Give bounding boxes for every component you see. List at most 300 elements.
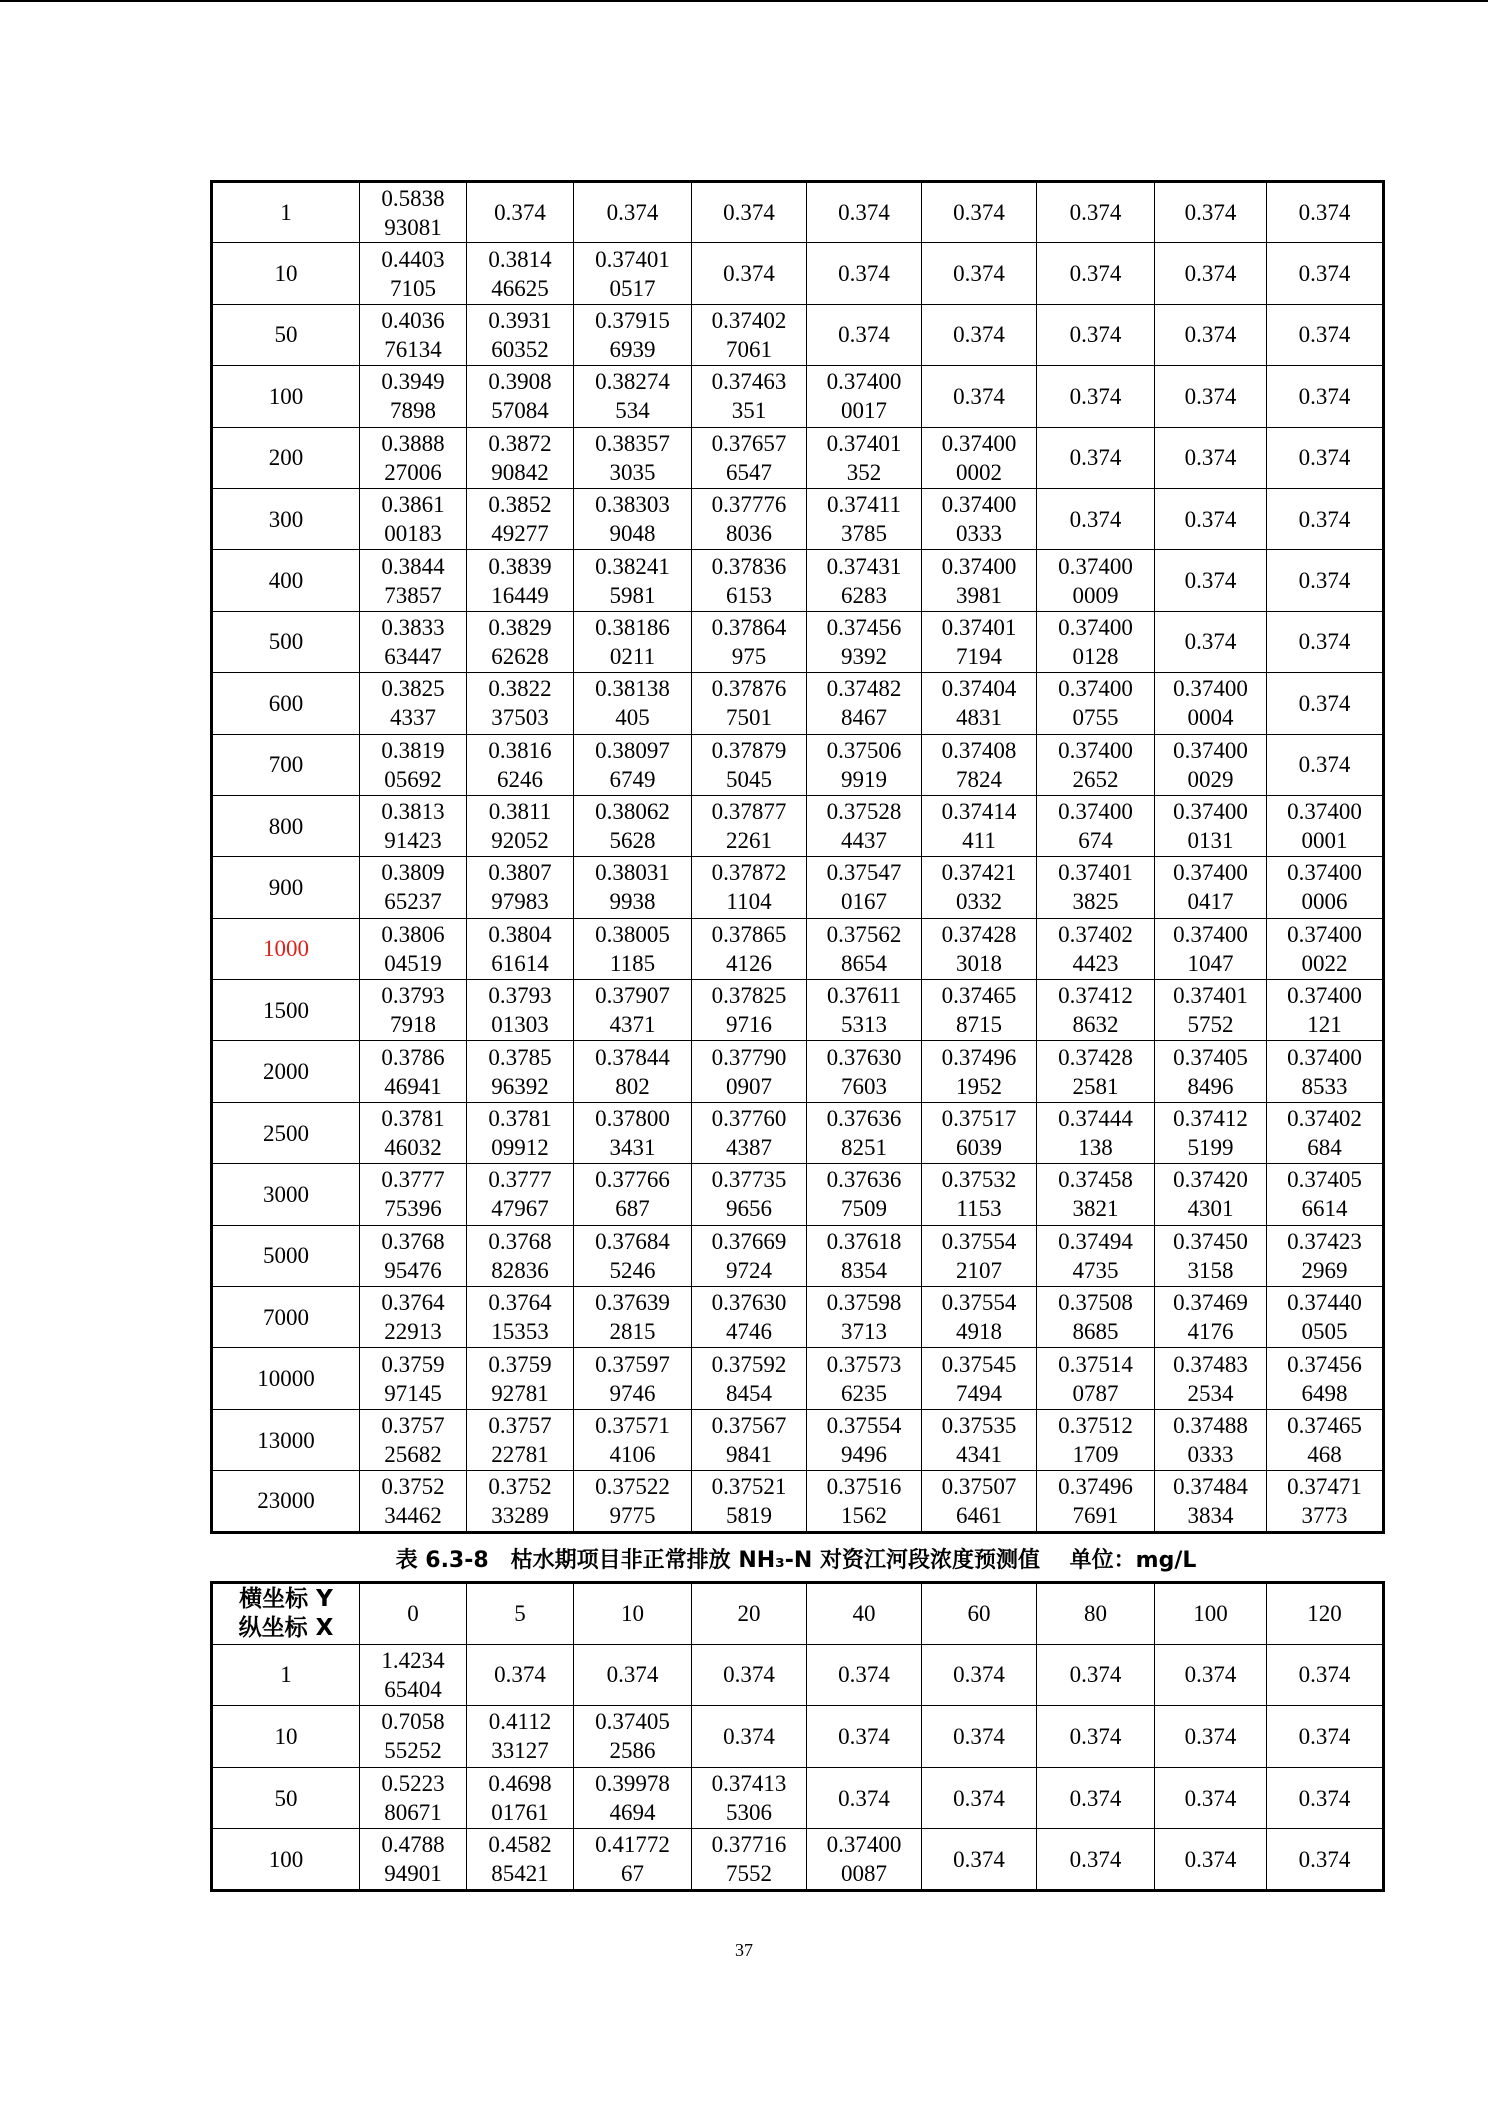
value-cell: 0.37735 9656: [692, 1164, 807, 1225]
value-cell: 0.374: [1037, 1706, 1155, 1768]
value-cell: 0.374: [467, 182, 574, 243]
value-cell: 0.37401 0517: [574, 243, 692, 304]
value-cell: 0.37522 9775: [574, 1471, 692, 1532]
value-cell: 0.374: [1267, 611, 1384, 672]
table-row: [212, 550, 1384, 611]
table-row: [212, 304, 1384, 365]
table-caption: 表 6.3-8 枯水期项目非正常排放 NH₃-N 对资江河段浓度预测值 单位：mg/L: [395, 1548, 1197, 1573]
value-cell: 0.37535 4341: [922, 1409, 1037, 1470]
value-cell: 0.374: [922, 366, 1037, 427]
value-cell: 0.37639 2815: [574, 1287, 692, 1348]
value-cell: 0.3829 62628: [467, 611, 574, 672]
value-cell: 0.37431 6283: [807, 550, 922, 611]
value-cell: 0.37825 9716: [692, 980, 807, 1041]
row-label-x: 50: [212, 1767, 360, 1829]
value-cell: 0.37400 0009: [1037, 550, 1155, 611]
value-cell: 0.3819 05692: [360, 734, 467, 795]
row-label-x: 800: [212, 795, 360, 856]
value-cell: 0.3861 00183: [360, 488, 467, 549]
value-cell: 0.38031 9938: [574, 857, 692, 918]
value-cell: 0.37496 1952: [922, 1041, 1037, 1102]
page-top-border: [0, 0, 1488, 2]
table-row: [212, 673, 1384, 734]
column-header: 0: [360, 1583, 467, 1645]
value-cell: 0.37400 0087: [807, 1829, 922, 1891]
column-header: 60: [922, 1583, 1037, 1645]
value-cell: 0.37420 4301: [1155, 1164, 1267, 1225]
value-cell: 0.374: [1267, 488, 1384, 549]
value-cell: 0.374: [1037, 243, 1155, 304]
value-cell: 0.41772 67: [574, 1829, 692, 1891]
table-row: [212, 1164, 1384, 1225]
value-cell: 0.3768 95476: [360, 1225, 467, 1286]
value-cell: 0.37865 4126: [692, 918, 807, 979]
value-cell: 0.37915 6939: [574, 304, 692, 365]
table-row: [212, 1287, 1384, 1348]
value-cell: 0.3768 82836: [467, 1225, 574, 1286]
value-cell: 0.37414 411: [922, 795, 1037, 856]
value-cell: 0.374: [1155, 304, 1267, 365]
value-cell: 0.37401 352: [807, 427, 922, 488]
value-cell: 0.37402 684: [1267, 1102, 1384, 1163]
value-cell: 0.37514 0787: [1037, 1348, 1155, 1409]
value-cell: 0.37636 7509: [807, 1164, 922, 1225]
value-cell: 0.37488 0333: [1155, 1409, 1267, 1470]
value-cell: 0.3786 46941: [360, 1041, 467, 1102]
value-cell: 0.37597 9746: [574, 1348, 692, 1409]
value-cell: 0.374: [807, 243, 922, 304]
table-row: [212, 1829, 1384, 1891]
value-cell: 0.374: [1155, 1829, 1267, 1891]
value-cell: 0.374: [807, 182, 922, 243]
value-cell: 0.5223 80671: [360, 1767, 467, 1829]
value-cell: 0.374: [1155, 182, 1267, 243]
value-cell: 0.7058 55252: [360, 1706, 467, 1768]
value-cell: 0.37405 6614: [1267, 1164, 1384, 1225]
value-cell: 0.374: [1267, 366, 1384, 427]
value-cell: 0.374: [922, 182, 1037, 243]
table-row: [212, 1225, 1384, 1286]
value-cell: 0.37405 8496: [1155, 1041, 1267, 1102]
value-cell: 0.374: [807, 1706, 922, 1768]
value-cell: 0.3757 25682: [360, 1409, 467, 1470]
row-label-x: 200: [212, 427, 360, 488]
row-label-x: 1000: [212, 918, 360, 979]
value-cell: 0.374: [1155, 1767, 1267, 1829]
value-cell: 0.37554 9496: [807, 1409, 922, 1470]
value-cell: 0.37400 0417: [1155, 857, 1267, 918]
value-cell: 0.374: [922, 1644, 1037, 1706]
value-cell: 0.374: [467, 1644, 574, 1706]
column-header: 120: [1267, 1583, 1384, 1645]
table-row: [212, 1644, 1384, 1706]
value-cell: 0.37484 3834: [1155, 1471, 1267, 1532]
value-cell: 0.37411 3785: [807, 488, 922, 549]
row-label-x: 100: [212, 1829, 360, 1891]
value-cell: 0.37405 2586: [574, 1706, 692, 1768]
value-cell: 0.37571 4106: [574, 1409, 692, 1470]
value-cell: 0.38005 1185: [574, 918, 692, 979]
value-cell: 0.3814 46625: [467, 243, 574, 304]
row-label-x: 300: [212, 488, 360, 549]
value-cell: 0.4112 33127: [467, 1706, 574, 1768]
table-row: [212, 857, 1384, 918]
value-cell: 0.37776 8036: [692, 488, 807, 549]
value-cell: 0.38138 405: [574, 673, 692, 734]
value-cell: 0.37412 5199: [1155, 1102, 1267, 1163]
value-cell: 0.374: [692, 1644, 807, 1706]
value-cell: 0.374: [574, 182, 692, 243]
value-cell: 0.37428 3018: [922, 918, 1037, 979]
table-row: [212, 488, 1384, 549]
value-cell: 0.4582 85421: [467, 1829, 574, 1891]
row-label-x: 3000: [212, 1164, 360, 1225]
value-cell: 0.37400 0001: [1267, 795, 1384, 856]
value-cell: 0.3811 92052: [467, 795, 574, 856]
column-header: 10: [574, 1583, 692, 1645]
value-cell: 0.37456 9392: [807, 611, 922, 672]
value-cell: 0.374: [807, 304, 922, 365]
value-cell: 0.374: [1267, 673, 1384, 734]
value-cell: 0.37483 2534: [1155, 1348, 1267, 1409]
value-cell: 0.37450 3158: [1155, 1225, 1267, 1286]
value-cell: 0.37444 138: [1037, 1102, 1155, 1163]
row-label-x: 10: [212, 1706, 360, 1768]
value-cell: 0.374: [922, 1829, 1037, 1891]
value-cell: 0.37458 3821: [1037, 1164, 1155, 1225]
value-cell: 0.374: [1037, 1767, 1155, 1829]
value-cell: 0.37554 2107: [922, 1225, 1037, 1286]
value-cell: 0.374: [922, 1767, 1037, 1829]
value-cell: 0.374: [692, 1706, 807, 1768]
value-cell: 0.374: [1267, 1644, 1384, 1706]
value-cell: 0.37562 8654: [807, 918, 922, 979]
row-label-x: 10000: [212, 1348, 360, 1409]
row-label-x: 700: [212, 734, 360, 795]
value-cell: 0.37400 1047: [1155, 918, 1267, 979]
value-cell: 0.37512 1709: [1037, 1409, 1155, 1470]
value-cell: 0.37630 4746: [692, 1287, 807, 1348]
value-cell: 0.37412 8632: [1037, 980, 1155, 1041]
value-cell: 0.374: [692, 243, 807, 304]
column-header: 5: [467, 1583, 574, 1645]
value-cell: 0.37401 3825: [1037, 857, 1155, 918]
value-cell: 0.37684 5246: [574, 1225, 692, 1286]
table-row: [212, 427, 1384, 488]
value-cell: 0.38274 534: [574, 366, 692, 427]
row-label-x: 13000: [212, 1409, 360, 1470]
value-cell: 0.374: [1267, 550, 1384, 611]
row-label-x: 7000: [212, 1287, 360, 1348]
table-row: [212, 918, 1384, 979]
value-cell: 0.3809 65237: [360, 857, 467, 918]
value-cell: 0.3757 22781: [467, 1409, 574, 1470]
value-cell: 0.3807 97983: [467, 857, 574, 918]
value-cell: 0.3804 61614: [467, 918, 574, 979]
value-cell: 0.37877 2261: [692, 795, 807, 856]
value-cell: 0.3764 15353: [467, 1287, 574, 1348]
value-cell: 0.374: [1155, 611, 1267, 672]
value-cell: 0.37465 468: [1267, 1409, 1384, 1470]
table-row: [212, 366, 1384, 427]
value-cell: 0.3793 7918: [360, 980, 467, 1041]
value-cell: 0.37630 7603: [807, 1041, 922, 1102]
value-cell: 0.37408 7824: [922, 734, 1037, 795]
table-row: [212, 980, 1384, 1041]
column-header: 100: [1155, 1583, 1267, 1645]
value-cell: 0.3759 92781: [467, 1348, 574, 1409]
value-cell: 0.3813 91423: [360, 795, 467, 856]
value-cell: 1.4234 65404: [360, 1644, 467, 1706]
value-cell: 0.3825 4337: [360, 673, 467, 734]
value-cell: 0.37400 0131: [1155, 795, 1267, 856]
value-cell: 0.4403 7105: [360, 243, 467, 304]
value-cell: 0.3764 22913: [360, 1287, 467, 1348]
value-cell: 0.374: [1155, 1644, 1267, 1706]
value-cell: 0.37790 0907: [692, 1041, 807, 1102]
value-cell: 0.374: [692, 182, 807, 243]
value-cell: 0.3777 75396: [360, 1164, 467, 1225]
value-cell: 0.37401 7194: [922, 611, 1037, 672]
table-row: [212, 1767, 1384, 1829]
value-cell: 0.374: [1267, 427, 1384, 488]
row-label-x: 23000: [212, 1471, 360, 1532]
value-cell: 0.37907 4371: [574, 980, 692, 1041]
table-row: [212, 1409, 1384, 1470]
value-cell: 0.3777 47967: [467, 1164, 574, 1225]
value-cell: 0.37592 8454: [692, 1348, 807, 1409]
axis-label-x: 纵坐标 X: [238, 1614, 334, 1641]
value-cell: 0.37547 0167: [807, 857, 922, 918]
value-cell: 0.37545 7494: [922, 1348, 1037, 1409]
value-cell: 0.37400 674: [1037, 795, 1155, 856]
value-cell: 0.3833 63447: [360, 611, 467, 672]
value-cell: 0.3872 90842: [467, 427, 574, 488]
value-cell: 0.374: [1267, 182, 1384, 243]
value-cell: 0.37521 5819: [692, 1471, 807, 1532]
table-row: [212, 1706, 1384, 1768]
value-cell: 0.38241 5981: [574, 550, 692, 611]
value-cell: 0.37836 6153: [692, 550, 807, 611]
value-cell: 0.5838 93081: [360, 182, 467, 243]
value-cell: 0.37506 9919: [807, 734, 922, 795]
value-cell: 0.37401 5752: [1155, 980, 1267, 1041]
value-cell: 0.374: [1037, 182, 1155, 243]
table-row: [212, 1041, 1384, 1102]
column-header: 40: [807, 1583, 922, 1645]
value-cell: 0.37482 8467: [807, 673, 922, 734]
value-cell: 0.3781 09912: [467, 1102, 574, 1163]
table-row: [212, 1471, 1384, 1532]
value-cell: 0.374: [1267, 1829, 1384, 1891]
value-cell: 0.37766 687: [574, 1164, 692, 1225]
value-cell: 0.38062 5628: [574, 795, 692, 856]
value-cell: 0.37864 975: [692, 611, 807, 672]
value-cell: 0.374: [1267, 243, 1384, 304]
axis-label-y: 横坐标 Y: [239, 1585, 333, 1612]
value-cell: 0.37400 0002: [922, 427, 1037, 488]
concentration-table-6-3-8: [210, 1581, 1385, 1892]
table-row: [212, 795, 1384, 856]
value-cell: 0.374: [807, 1767, 922, 1829]
value-cell: 0.37400 0755: [1037, 673, 1155, 734]
concentration-table-continued: [210, 180, 1385, 1534]
row-label-x: 900: [212, 857, 360, 918]
value-cell: 0.37471 3773: [1267, 1471, 1384, 1532]
row-label-x: 10: [212, 243, 360, 304]
value-cell: 0.37421 0332: [922, 857, 1037, 918]
value-cell: 0.37494 4735: [1037, 1225, 1155, 1286]
value-cell: 0.37516 1562: [807, 1471, 922, 1532]
value-cell: 0.39978 4694: [574, 1767, 692, 1829]
value-cell: 0.374: [1037, 1829, 1155, 1891]
value-cell: 0.37400 0017: [807, 366, 922, 427]
value-cell: 0.37598 3713: [807, 1287, 922, 1348]
value-cell: 0.374: [1155, 1706, 1267, 1768]
value-cell: 0.37400 2652: [1037, 734, 1155, 795]
value-cell: 0.37469 4176: [1155, 1287, 1267, 1348]
value-cell: 0.374: [1037, 488, 1155, 549]
value-cell: 0.37636 8251: [807, 1102, 922, 1163]
value-cell: 0.3806 04519: [360, 918, 467, 979]
column-header: 80: [1037, 1583, 1155, 1645]
row-label-x: 1500: [212, 980, 360, 1041]
value-cell: 0.3839 16449: [467, 550, 574, 611]
value-cell: 0.37872 1104: [692, 857, 807, 918]
page-number: 37: [735, 1940, 753, 1960]
value-cell: 0.4788 94901: [360, 1829, 467, 1891]
value-cell: 0.374: [922, 1706, 1037, 1768]
value-cell: 0.37844 802: [574, 1041, 692, 1102]
value-cell: 0.37402 4423: [1037, 918, 1155, 979]
value-cell: 0.37879 5045: [692, 734, 807, 795]
value-cell: 0.38186 0211: [574, 611, 692, 672]
value-cell: 0.37573 6235: [807, 1348, 922, 1409]
value-cell: 0.3888 27006: [360, 427, 467, 488]
value-cell: 0.374: [922, 243, 1037, 304]
value-cell: 0.3785 96392: [467, 1041, 574, 1102]
value-cell: 0.3822 37503: [467, 673, 574, 734]
value-cell: 0.37413 5306: [692, 1767, 807, 1829]
value-cell: 0.37463 351: [692, 366, 807, 427]
value-cell: 0.4698 01761: [467, 1767, 574, 1829]
value-cell: 0.37400 121: [1267, 980, 1384, 1041]
value-cell: 0.3852 49277: [467, 488, 574, 549]
value-cell: 0.37400 0333: [922, 488, 1037, 549]
table-body: [212, 182, 1384, 1533]
value-cell: 0.374: [1037, 427, 1155, 488]
value-cell: 0.37496 7691: [1037, 1471, 1155, 1532]
value-cell: 0.3816 6246: [467, 734, 574, 795]
value-cell: 0.37517 6039: [922, 1102, 1037, 1163]
column-header: 20: [692, 1583, 807, 1645]
value-cell: 0.374: [1267, 1706, 1384, 1768]
row-label-x: 2500: [212, 1102, 360, 1163]
value-cell: 0.38303 9048: [574, 488, 692, 549]
value-cell: 0.37400 0006: [1267, 857, 1384, 918]
row-label-x: 600: [212, 673, 360, 734]
value-cell: 0.37528 4437: [807, 795, 922, 856]
value-cell: 0.374: [1155, 550, 1267, 611]
table-row: [212, 1102, 1384, 1163]
row-label-x: 100: [212, 366, 360, 427]
value-cell: 0.374: [574, 1644, 692, 1706]
row-label-x: 400: [212, 550, 360, 611]
value-cell: 0.37400 0004: [1155, 673, 1267, 734]
value-cell: 0.37532 1153: [922, 1164, 1037, 1225]
table-row: [212, 243, 1384, 304]
value-cell: 0.37400 3981: [922, 550, 1037, 611]
value-cell: 0.37716 7552: [692, 1829, 807, 1891]
value-cell: 0.374: [1037, 366, 1155, 427]
value-cell: 0.37567 9841: [692, 1409, 807, 1470]
value-cell: 0.3793 01303: [467, 980, 574, 1041]
table-row: [212, 1348, 1384, 1409]
value-cell: 0.38097 6749: [574, 734, 692, 795]
value-cell: 0.3752 33289: [467, 1471, 574, 1532]
value-cell: 0.3752 34462: [360, 1471, 467, 1532]
value-cell: 0.3931 60352: [467, 304, 574, 365]
value-cell: 0.374: [807, 1644, 922, 1706]
value-cell: 0.37404 4831: [922, 673, 1037, 734]
value-cell: 0.37400 0022: [1267, 918, 1384, 979]
value-cell: 0.37456 6498: [1267, 1348, 1384, 1409]
value-cell: 0.37507 6461: [922, 1471, 1037, 1532]
value-cell: 0.37508 8685: [1037, 1287, 1155, 1348]
value-cell: 0.37402 7061: [692, 304, 807, 365]
value-cell: 0.374: [1267, 734, 1384, 795]
value-cell: 0.374: [1267, 304, 1384, 365]
value-cell: 0.374: [1155, 243, 1267, 304]
value-cell: 0.37618 8354: [807, 1225, 922, 1286]
row-label-x: 5000: [212, 1225, 360, 1286]
row-label-x: 50: [212, 304, 360, 365]
row-label-x: 2000: [212, 1041, 360, 1102]
value-cell: 0.4036 76134: [360, 304, 467, 365]
value-cell: 0.37657 6547: [692, 427, 807, 488]
value-cell: 0.374: [1037, 1644, 1155, 1706]
value-cell: 0.37400 0029: [1155, 734, 1267, 795]
value-cell: 0.374: [922, 304, 1037, 365]
table-row: [212, 734, 1384, 795]
value-cell: 0.374: [1267, 1767, 1384, 1829]
value-cell: 0.374: [1037, 304, 1155, 365]
row-label-x: 500: [212, 611, 360, 672]
value-cell: 0.3949 7898: [360, 366, 467, 427]
value-cell: 0.37760 4387: [692, 1102, 807, 1163]
value-cell: 0.37669 9724: [692, 1225, 807, 1286]
table-row: [212, 611, 1384, 672]
row-label-x: 1: [212, 182, 360, 243]
value-cell: 0.374: [1155, 366, 1267, 427]
value-cell: 0.37440 0505: [1267, 1287, 1384, 1348]
value-cell: 0.37800 3431: [574, 1102, 692, 1163]
value-cell: 0.374: [1155, 488, 1267, 549]
row-label-x: 1: [212, 1644, 360, 1706]
value-cell: 0.37554 4918: [922, 1287, 1037, 1348]
value-cell: 0.374: [1155, 427, 1267, 488]
value-cell: 0.37876 7501: [692, 673, 807, 734]
value-cell: 0.37400 8533: [1267, 1041, 1384, 1102]
value-cell: 0.37423 2969: [1267, 1225, 1384, 1286]
value-cell: 0.3908 57084: [467, 366, 574, 427]
table-header-row: [212, 1583, 1384, 1645]
value-cell: 0.37428 2581: [1037, 1041, 1155, 1102]
value-cell: 0.3759 97145: [360, 1348, 467, 1409]
value-cell: 0.37611 5313: [807, 980, 922, 1041]
value-cell: 0.38357 3035: [574, 427, 692, 488]
value-cell: 0.3844 73857: [360, 550, 467, 611]
